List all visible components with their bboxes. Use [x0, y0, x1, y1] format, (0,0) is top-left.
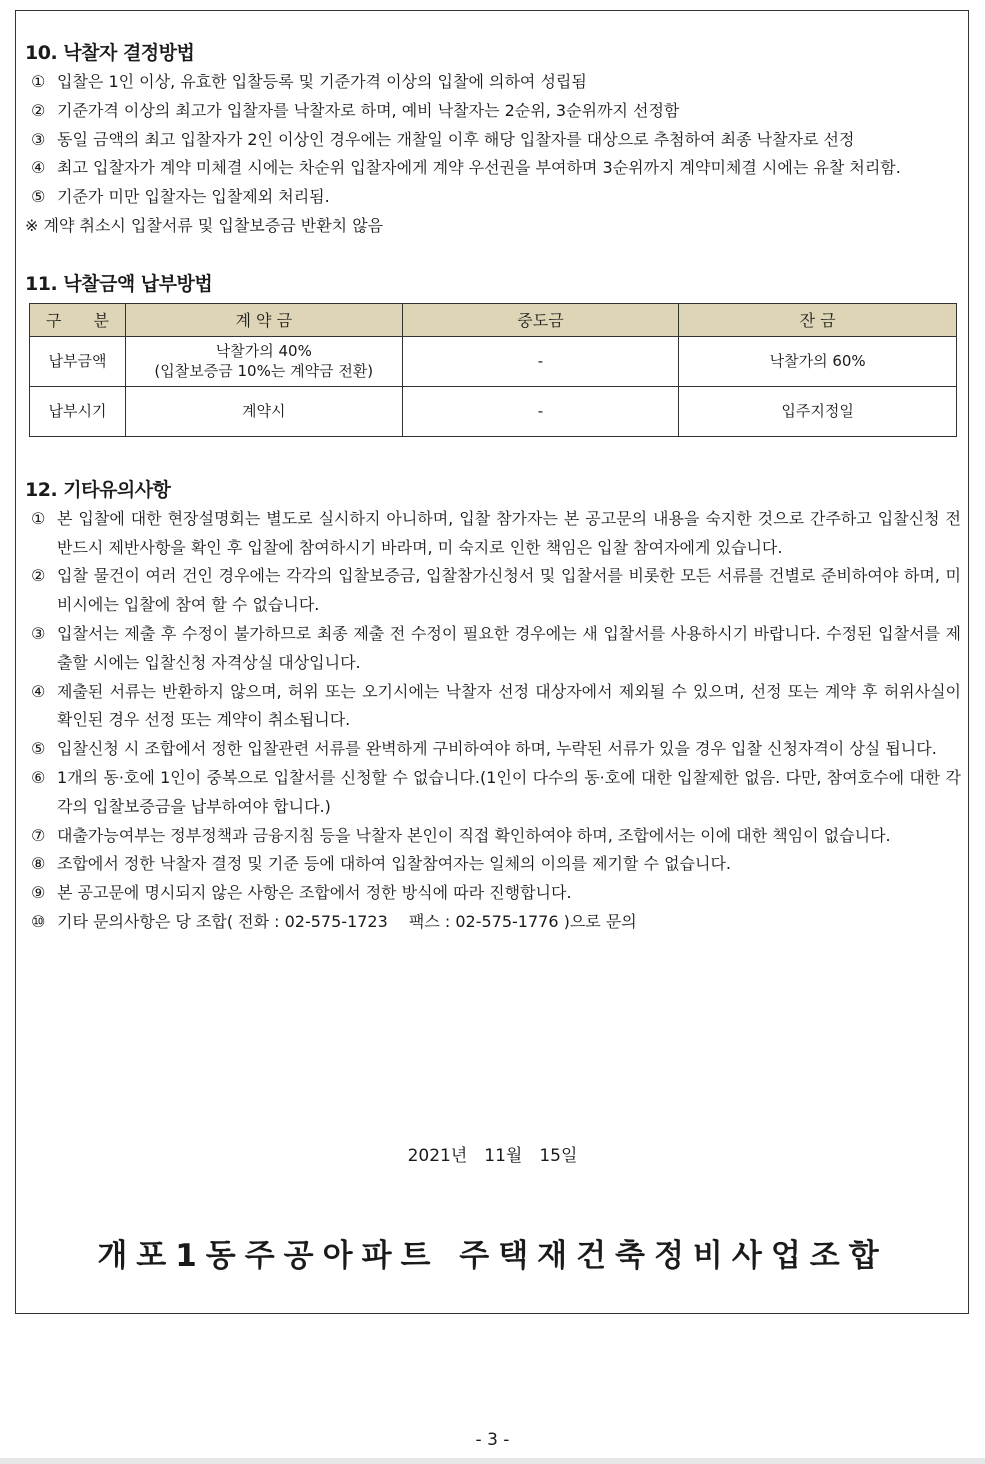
- list-item: ② 입찰 물건이 여러 건인 경우에는 각각의 입찰보증금, 입찰참가신청서 및 입찰서를 비롯한 모든 서류를 건별로 준비하여야 하며, 미비시에는 입찰에 참여 할 수 없습니다.: [31, 566, 961, 615]
- table-header-row: [30, 303, 957, 336]
- section-11-title: 11. 낙찰금액 납부방법: [25, 272, 213, 295]
- deposit-cell: 계약시: [125, 386, 402, 436]
- row-label: 납부금액: [30, 336, 126, 386]
- section-10-title: 10. 낙찰자 결정방법: [25, 42, 195, 64]
- header-deposit: 계 약 금: [125, 303, 402, 336]
- list-item: ⑤ 입찰신청 시 조합에서 정한 입찰관련 서류를 완벽하게 구비하여야 하며, 누락된 서류가 있을 경우 입찰 신청자격이 상실 됩니다.: [31, 739, 937, 759]
- section-10-list: [25, 68, 961, 212]
- list-item: ③ 동일 금액의 최고 입찰자가 2인 이상인 경우에는 개찰일 이후 해당 입찰자를 대상으로 추첨하여 최종 낙찰자로 선정: [31, 129, 855, 149]
- header-balance: 잔 금: [679, 303, 957, 336]
- bottom-bar: [0, 1458, 985, 1464]
- list-item: ⑩ 기타 문의사항은 당 조합( 전화 : 02-575-1723 팩스 : 02-575-1776 )으로 문의: [31, 911, 637, 931]
- list-item: ② 기준가격 이상의 최고가 입찰자를 낙찰자로 하며, 예비 낙찰자는 2순위, 3순위까지 선정함: [31, 100, 680, 120]
- row-label: 납부시기: [30, 386, 126, 436]
- document-body: [25, 38, 961, 937]
- document-date: 2021년 11월 15일: [407, 1146, 578, 1166]
- page-number: - 3 -: [475, 1430, 510, 1450]
- balance-cell: 낙찰가의 60%: [679, 336, 957, 386]
- deposit-cell: 낙찰가의 40% (입찰보증금 10%는 계약금 전환): [125, 336, 402, 386]
- list-item: ① 입찰은 1인 이상, 유효한 입찰등록 및 기준가격 이상의 입찰에 의하여 성립됨: [31, 72, 587, 91]
- list-item: ⑤ 기준가 미만 입찰자는 입찰제외 처리됨.: [31, 187, 330, 207]
- section-12-title: 12. 기타유의사항: [25, 478, 171, 501]
- table-row: [30, 336, 957, 386]
- payment-table: [29, 303, 957, 437]
- middle-cell: -: [402, 336, 679, 386]
- list-item: ⑧ 조합에서 정한 낙찰자 결정 및 기준 등에 대하여 입찰참여자는 일체의 이의를 제기할 수 없습니다.: [31, 854, 731, 874]
- header-category: 구 분: [30, 303, 126, 336]
- section-10-note: ※ 계약 취소시 입찰서류 및 입찰보증금 반환치 않음: [25, 215, 384, 235]
- list-item: ⑨ 본 공고문에 명시되지 않은 사항은 조합에서 정한 방식에 따라 진행합니다.: [31, 883, 572, 903]
- list-item: ③ 입찰서는 제출 후 수정이 불가하므로 최종 제출 전 수정이 필요한 경우에는 새 입찰서를 사용하시기 바랍니다. 수정된 입찰서를 제출할 시에는 입찰신청 자격상실 대상입니다.: [31, 623, 961, 672]
- organization-name: 개포1동주공아파트 주택재건축정비사업조합: [97, 1238, 888, 1274]
- list-item: ④ 제출된 서류는 반환하지 않으며, 허위 또는 오기시에는 낙찰자 선정 대상자에서 제외될 수 있으며, 선정 또는 계약 후 허위사실이 확인된 경우 선정 또는 계약이 취소됩니다.: [31, 681, 961, 730]
- list-item: ① 본 입찰에 대한 현장설명회는 별도로 실시하지 아니하며, 입찰 참가자는 본 공고문의 내용을 숙지한 것으로 간주하고 입찰신청 전 반드시 제반사항을 확인 후 입찰에 참여하시기 바라며, 미 숙지로 인한 책임은 입찰 참여자에게 있습니다.: [31, 508, 961, 557]
- middle-cell: -: [402, 386, 679, 436]
- table-row: [30, 386, 957, 436]
- list-item: ④ 최고 입찰자가 계약 미체결 시에는 차순위 입찰자에게 계약 우선권을 부여하며 3순위까지 계약미체결 시에는 유찰 처리함.: [31, 158, 901, 178]
- header-middle-payment: 중도금: [402, 303, 679, 336]
- section-12-list: [25, 505, 961, 937]
- list-item: ⑥ 1개의 동·호에 1인이 중복으로 입찰서를 신청할 수 없습니다.(1인이 다수의 동·호에 대한 입찰제한 없음. 다만, 참여호수에 대한 각각의 입찰보증금을 납부하여야 합니다.): [31, 767, 961, 816]
- balance-cell: 입주지정일: [679, 386, 957, 436]
- list-item: ⑦ 대출가능여부는 정부정책과 금융지침 등을 낙찰자 본인이 직접 확인하여야 하며, 조합에서는 이에 대한 책임이 없습니다.: [31, 825, 891, 845]
